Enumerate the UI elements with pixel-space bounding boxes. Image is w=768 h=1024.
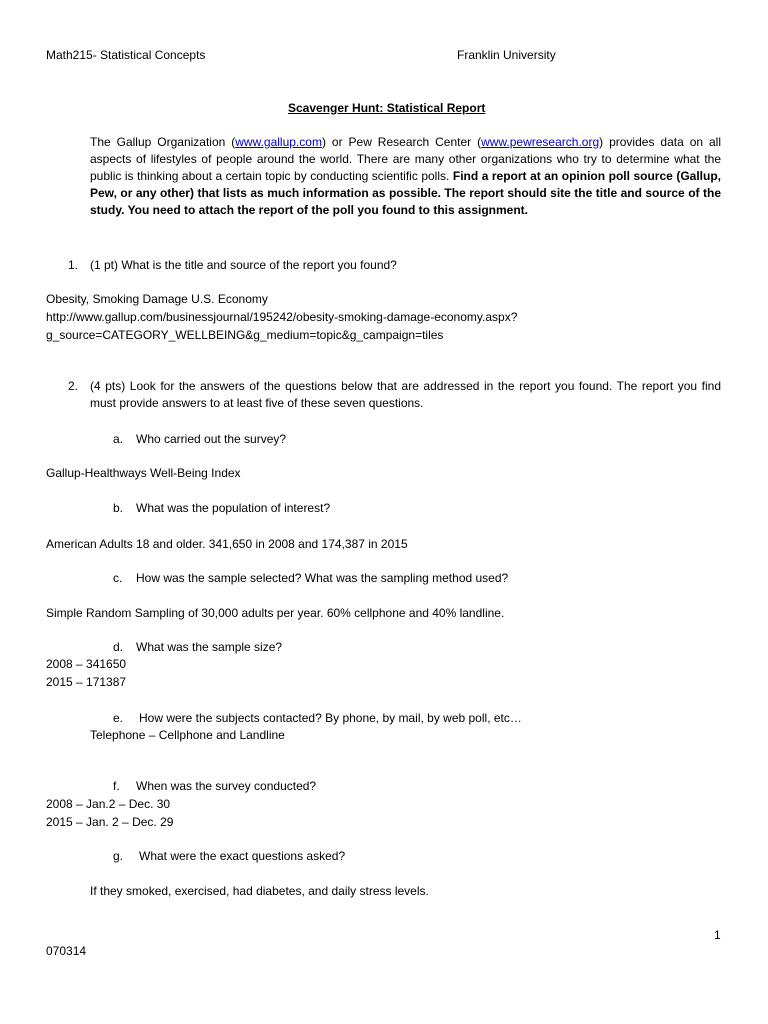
sub-c-question: How was the sample selected? What was the sampling method used? bbox=[136, 571, 509, 585]
sub-d-letter: d. bbox=[113, 640, 124, 654]
gallup-link[interactable]: www.gallup.com bbox=[235, 135, 322, 149]
sub-e-question: How were the subjects contacted? By phone, by mail, by web poll, etc… bbox=[139, 711, 522, 725]
pew-link[interactable]: www.pewresearch.org bbox=[481, 135, 600, 149]
sub-b-question: What was the population of interest? bbox=[136, 501, 331, 515]
intro-text-2: ) or Pew Research Center ( bbox=[321, 135, 482, 149]
question-1-text: (1 pt) What is the title and source of the report you found? bbox=[90, 258, 397, 272]
sub-d-answer-2: 2015 – 171387 bbox=[46, 675, 127, 689]
intro-text-1: The Gallup Organization ( bbox=[90, 135, 236, 149]
sub-f-answer-2: 2015 – Jan. 2 – Dec. 29 bbox=[46, 815, 174, 829]
sub-b-answer: American Adults 18 and older. 341,650 in 2008 and 174,387 in 2015 bbox=[46, 537, 408, 551]
sub-g-letter: g. bbox=[113, 849, 124, 863]
sub-b-letter: b. bbox=[113, 501, 124, 515]
intro-paragraph bbox=[90, 134, 721, 219]
intro-bold-instructions: Find a report at an opinion poll source (Gallup, Pew, or any other) that lists as much information as possible. The report should site the title and source of the study. You need to attach the report of the poll you found to this assignment. bbox=[90, 169, 721, 217]
question-1-number: 1. bbox=[68, 258, 79, 272]
course-title: Math215- Statistical Concepts bbox=[46, 48, 206, 62]
sub-e-letter: e. bbox=[113, 711, 124, 725]
page-title: Scavenger Hunt: Statistical Report bbox=[288, 101, 486, 115]
sub-a-question: Who carried out the survey? bbox=[136, 432, 287, 446]
answer-1-line-1: Obesity, Smoking Damage U.S. Economy bbox=[46, 292, 268, 306]
sub-g-question: What were the exact questions asked? bbox=[139, 849, 346, 863]
sub-a-answer: Gallup-Healthways Well-Being Index bbox=[46, 466, 241, 480]
sub-e-answer: Telephone – Cellphone and Landline bbox=[90, 728, 285, 742]
sub-d-answer-1: 2008 – 341650 bbox=[46, 657, 127, 671]
page-number: 1 bbox=[714, 928, 721, 942]
school-name: Franklin University bbox=[457, 48, 556, 62]
sub-g-answer: If they smoked, exercised, had diabetes, and daily stress levels. bbox=[90, 884, 429, 898]
sub-a-letter: a. bbox=[113, 432, 124, 446]
question-2-number: 2. bbox=[68, 379, 79, 393]
intro-text-3: ) provides data on all aspects of lifestyles of people around the world. There are many other organizations who try to determine what the public is thinking about a certain topic by conducting scientific polls. bbox=[90, 135, 721, 183]
sub-c-letter: c. bbox=[113, 571, 123, 585]
question-2-text: (4 pts) Look for the answers of the questions below that are addressed in the report you found. The report you find must provide answers to at least five of these seven questions. bbox=[90, 379, 721, 410]
answer-1-line-2: http://www.gallup.com/businessjournal/195242/obesity-smoking-damage-economy.aspx? bbox=[46, 310, 518, 324]
sub-f-answer-1: 2008 – Jan.2 – Dec. 30 bbox=[46, 797, 171, 811]
sub-f-question: When was the survey conducted? bbox=[136, 779, 317, 793]
answer-1-line-3: g_source=CATEGORY_WELLBEING&g_medium=topic&g_campaign=tiles bbox=[46, 328, 444, 342]
sub-d-question: What was the sample size? bbox=[136, 640, 283, 654]
document-code: 070314 bbox=[46, 944, 87, 958]
sub-c-answer: Simple Random Sampling of 30,000 adults per year. 60% cellphone and 40% landline. bbox=[46, 606, 505, 620]
sub-f-letter: f. bbox=[113, 779, 120, 793]
